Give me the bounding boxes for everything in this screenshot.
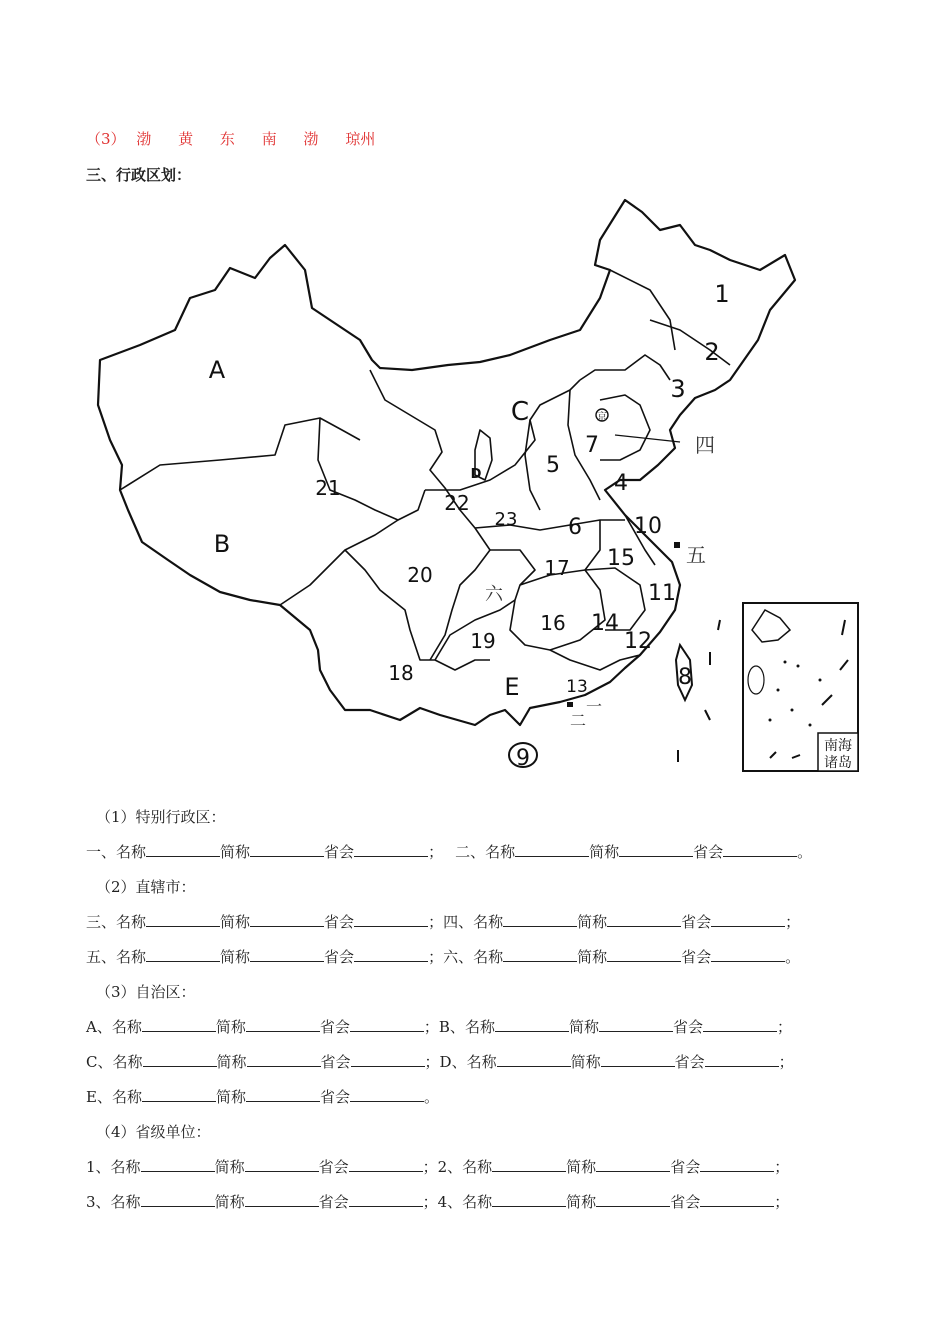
answer-blank[interactable] — [349, 1192, 423, 1207]
answer-item: 东 — [219, 130, 235, 148]
answer-blank[interactable] — [503, 947, 577, 962]
capital-label: 省会 — [324, 843, 355, 861]
shanghai-marker — [674, 542, 680, 548]
name-label: 名称 — [473, 913, 504, 931]
inset-label-line1: 南海 — [824, 738, 852, 754]
answer-blank[interactable] — [497, 1052, 571, 1067]
answer-blank[interactable] — [711, 912, 785, 927]
period: 。 — [785, 948, 801, 966]
capital-label: 省会 — [693, 843, 724, 861]
label-E: E — [504, 673, 520, 701]
answer-blank[interactable] — [250, 842, 324, 857]
part3-title: （3）自治区： — [96, 983, 196, 1001]
separator: ； — [422, 1193, 438, 1211]
answer-blank[interactable] — [700, 1192, 774, 1207]
row-prefix: 一、 — [86, 843, 117, 861]
province-border — [580, 355, 670, 380]
abbr-label: 简称 — [215, 1088, 246, 1106]
island-dash — [705, 710, 710, 720]
label-13: 13 — [566, 677, 588, 697]
label-20: 20 — [407, 563, 433, 587]
province-border — [610, 270, 675, 350]
south-sea-inset — [743, 603, 858, 771]
row-prefix: D、 — [439, 1053, 467, 1071]
answer-blank[interactable] — [607, 912, 681, 927]
label-si: 四 — [695, 433, 715, 457]
answer-blank[interactable] — [245, 1157, 319, 1172]
fill-row-4 — [86, 1016, 792, 1037]
answer-blank[interactable] — [711, 947, 785, 962]
label-3: 3 — [670, 375, 686, 403]
answer-line — [86, 128, 397, 149]
answer-blank[interactable] — [619, 842, 693, 857]
label-2: 2 — [704, 338, 720, 366]
fill-row-2 — [86, 911, 800, 932]
separator: ； — [785, 913, 801, 931]
name-label: 名称 — [462, 1193, 493, 1211]
answer-blank[interactable] — [141, 1192, 215, 1207]
label-9: 9 — [516, 746, 530, 771]
capital-label: 省会 — [318, 1193, 349, 1211]
answer-blank[interactable] — [245, 1192, 319, 1207]
capital-label: 省会 — [681, 913, 712, 931]
label-21: 21 — [315, 476, 341, 500]
separator: ； — [778, 1053, 794, 1071]
name-label: 名称 — [110, 1158, 141, 1176]
period: 。 — [424, 1088, 440, 1106]
answer-blank[interactable] — [700, 1157, 774, 1172]
name-label: 名称 — [110, 1193, 141, 1211]
row-prefix: 4、 — [437, 1193, 463, 1211]
separator: ； — [424, 1053, 440, 1071]
row-prefix: 二、 — [455, 843, 486, 861]
abbr-label: 简称 — [566, 1158, 597, 1176]
abbr-label: 简称 — [577, 948, 608, 966]
fill-row-5 — [86, 1051, 794, 1072]
label-14: 14 — [591, 611, 619, 636]
label-7: 7 — [585, 433, 599, 458]
label-D: D — [470, 467, 482, 482]
abbr-label: 简称 — [220, 948, 251, 966]
fill-row-3 — [86, 946, 800, 967]
province-border — [370, 370, 490, 550]
label-18: 18 — [388, 661, 414, 685]
capital-label: 省会 — [324, 913, 355, 931]
row-prefix: 六、 — [443, 948, 474, 966]
capital-label: 省会 — [672, 1018, 703, 1036]
province-border — [318, 418, 425, 520]
separator: ； — [428, 843, 444, 861]
inset-label-line2: 诸岛 — [824, 755, 852, 771]
answer-blank[interactable] — [703, 1017, 777, 1032]
answer-blank[interactable] — [596, 1192, 670, 1207]
label-er: 二 — [569, 711, 587, 730]
abbr-label: 简称 — [215, 1018, 246, 1036]
abbr-label: 简称 — [220, 843, 251, 861]
abbr-label: 简称 — [589, 843, 620, 861]
label-liu: 六 — [485, 584, 503, 605]
label-19: 19 — [470, 629, 496, 653]
answer-blank[interactable] — [601, 1052, 675, 1067]
label-23: 23 — [494, 509, 518, 530]
china-admin-map — [80, 190, 870, 780]
answer-blank[interactable] — [705, 1052, 779, 1067]
answer-blank[interactable] — [142, 1087, 216, 1102]
capital-label: 省会 — [319, 1088, 350, 1106]
answer-blank[interactable] — [250, 947, 324, 962]
name-label: 名称 — [116, 843, 147, 861]
answer-blank[interactable] — [354, 947, 428, 962]
fill-row-6 — [86, 1086, 439, 1107]
answer-blank[interactable] — [599, 1017, 673, 1032]
label-1: 1 — [714, 280, 730, 308]
abbr-label: 简称 — [216, 1053, 247, 1071]
label-5: 5 — [546, 453, 560, 478]
fill-row-7 — [86, 1156, 789, 1177]
label-12: 12 — [624, 629, 652, 654]
separator: ； — [423, 1018, 439, 1036]
answer-blank[interactable] — [146, 912, 220, 927]
capital-label: 省会 — [319, 1018, 350, 1036]
row-prefix: 3、 — [86, 1193, 111, 1211]
row-prefix: 四、 — [443, 913, 474, 931]
answer-blank[interactable] — [596, 1157, 670, 1172]
name-label: 名称 — [116, 913, 147, 931]
answer-item: 渤 — [136, 130, 152, 148]
row-prefix: E、 — [86, 1088, 112, 1106]
section-title: 三、行政区划： — [86, 166, 192, 184]
name-label: 名称 — [111, 1018, 142, 1036]
answer-blank[interactable] — [492, 1157, 566, 1172]
name-label: 名称 — [485, 843, 516, 861]
answer-blank[interactable] — [246, 1087, 320, 1102]
answer-blank[interactable] — [350, 1017, 424, 1032]
answer-blank[interactable] — [350, 1087, 424, 1102]
province-border — [585, 520, 600, 570]
capital-label: 省会 — [670, 1158, 701, 1176]
answer-blank[interactable] — [354, 912, 428, 927]
label-16: 16 — [540, 611, 566, 635]
answer-number: （3） — [86, 130, 126, 148]
province-border — [525, 420, 540, 510]
name-label: 名称 — [112, 1053, 143, 1071]
row-prefix: 三、 — [86, 913, 117, 931]
period: 。 — [797, 843, 813, 861]
row-prefix: 1、 — [86, 1158, 111, 1176]
row-prefix: 2、 — [437, 1158, 463, 1176]
hongkong-marker — [567, 702, 573, 707]
answer-blank[interactable] — [349, 1157, 423, 1172]
capital-label: 省会 — [681, 948, 712, 966]
answer-blank[interactable] — [143, 1052, 217, 1067]
svg-text:京: 京 — [597, 412, 607, 423]
label-4: 4 — [614, 471, 628, 496]
label-8: 8 — [678, 665, 692, 690]
province-border — [600, 395, 650, 460]
abbr-label: 简称 — [214, 1193, 245, 1211]
answer-blank[interactable] — [492, 1192, 566, 1207]
answer-blank[interactable] — [247, 1052, 321, 1067]
name-label: 名称 — [473, 948, 504, 966]
separator: ； — [774, 1193, 790, 1211]
label-17: 17 — [544, 556, 570, 580]
label-C: C — [510, 397, 530, 427]
name-label: 名称 — [111, 1088, 142, 1106]
province-border — [490, 550, 535, 585]
answer-blank[interactable] — [495, 1017, 569, 1032]
answer-blank[interactable] — [515, 842, 589, 857]
capital-label: 省会 — [318, 1158, 349, 1176]
answer-blank[interactable] — [146, 842, 220, 857]
name-label: 名称 — [116, 948, 147, 966]
capital-label: 省会 — [670, 1193, 701, 1211]
name-label: 名称 — [464, 1018, 495, 1036]
abbr-label: 简称 — [566, 1193, 597, 1211]
answer-blank[interactable] — [723, 842, 797, 857]
abbr-label: 简称 — [220, 913, 251, 931]
label-11: 11 — [648, 581, 676, 606]
answer-blank[interactable] — [146, 947, 220, 962]
separator: ； — [776, 1018, 792, 1036]
separator: ； — [428, 913, 444, 931]
label-wu: 五 — [686, 543, 706, 567]
answer-blank[interactable] — [141, 1157, 215, 1172]
answer-blank[interactable] — [246, 1017, 320, 1032]
answer-blank[interactable] — [142, 1017, 216, 1032]
label-15: 15 — [607, 546, 635, 571]
row-prefix: A、 — [86, 1018, 112, 1036]
row-prefix: 五、 — [86, 948, 117, 966]
abbr-label: 简称 — [214, 1158, 245, 1176]
label-B: B — [213, 530, 231, 558]
china-outline — [98, 200, 795, 725]
answer-item: 琼州 — [345, 130, 376, 148]
fill-row-1 — [86, 841, 812, 862]
part4-title: （4）省级单位： — [96, 1123, 211, 1141]
part1-title: （1）特别行政区： — [96, 808, 226, 826]
separator: ； — [774, 1158, 790, 1176]
answer-blank[interactable] — [503, 912, 577, 927]
name-label: 名称 — [462, 1158, 493, 1176]
province-border — [280, 520, 398, 605]
name-label: 名称 — [466, 1053, 497, 1071]
part2-title: （2）直辖市： — [96, 878, 196, 896]
label-yi: 一 — [585, 697, 603, 716]
separator: ； — [422, 1158, 438, 1176]
label-A: A — [208, 356, 226, 384]
label-10: 10 — [634, 514, 662, 539]
capital-label: 省会 — [324, 948, 355, 966]
row-prefix: B、 — [438, 1018, 465, 1036]
separator: ； — [428, 948, 444, 966]
answer-blank[interactable] — [607, 947, 681, 962]
row-prefix: C、 — [86, 1053, 113, 1071]
label-22: 22 — [444, 491, 470, 515]
island-dash — [718, 620, 720, 630]
label-6: 6 — [568, 515, 582, 540]
capital-label: 省会 — [320, 1053, 351, 1071]
answer-item: 南 — [261, 130, 277, 148]
answer-blank[interactable] — [351, 1052, 425, 1067]
abbr-label: 简称 — [570, 1053, 601, 1071]
province-border — [510, 570, 605, 650]
fill-row-8 — [86, 1191, 789, 1212]
answer-blank[interactable] — [250, 912, 324, 927]
answer-item: 渤 — [303, 130, 319, 148]
capital-label: 省会 — [674, 1053, 705, 1071]
abbr-label: 简称 — [577, 913, 608, 931]
answer-item: 黄 — [178, 130, 194, 148]
abbr-label: 简称 — [568, 1018, 599, 1036]
answer-blank[interactable] — [354, 842, 428, 857]
